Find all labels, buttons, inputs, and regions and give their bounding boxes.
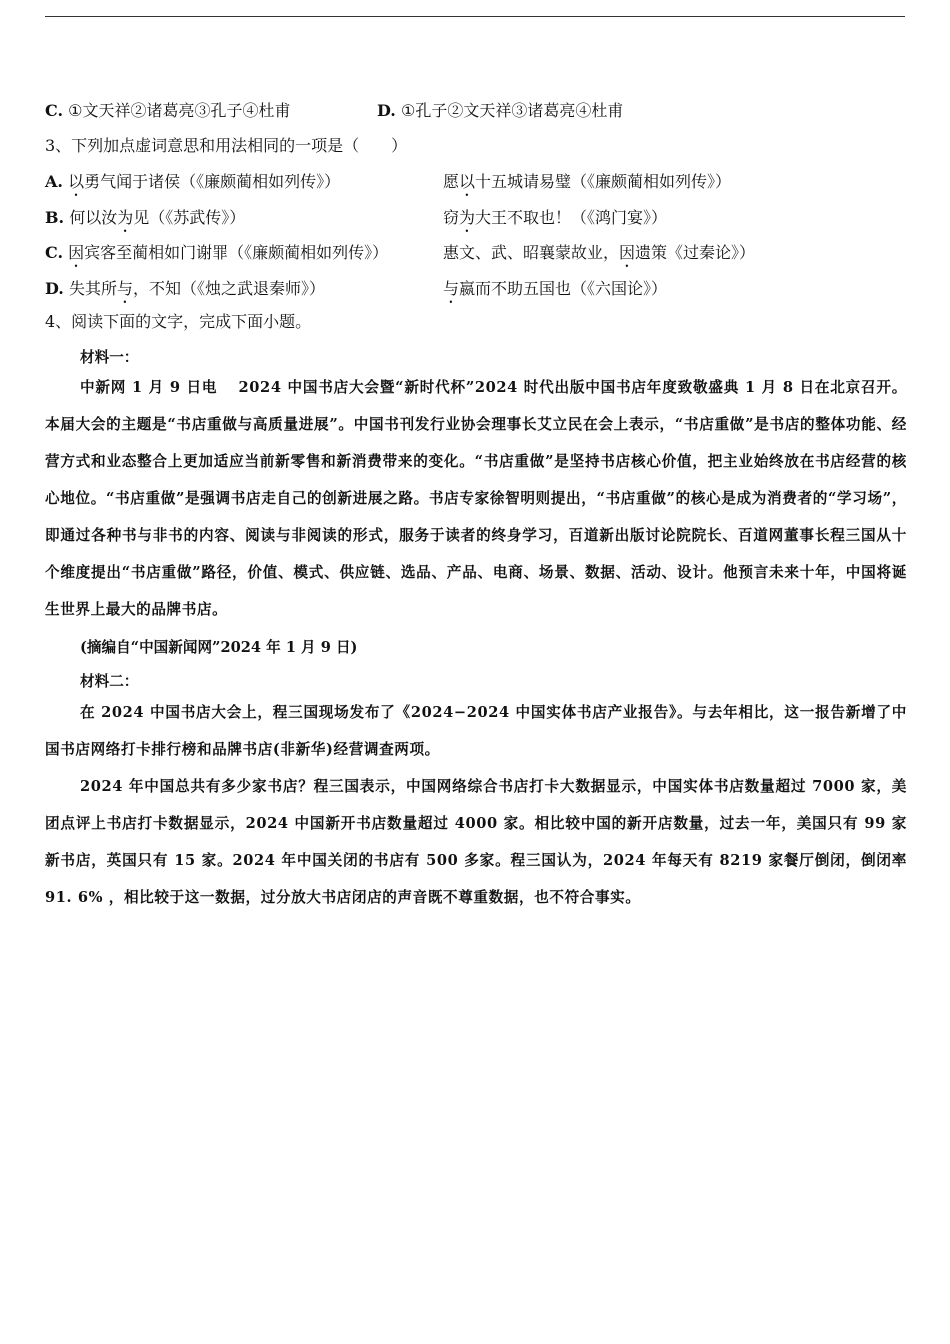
material-one-source: (摘编自“中国新闻网”2024 年 1 月 9 日) xyxy=(80,639,358,656)
option-letter: A. xyxy=(45,172,63,191)
dotted-word: 与 xyxy=(116,279,133,298)
option-letter: B. xyxy=(45,208,65,227)
dotted-word: 为 xyxy=(117,208,134,227)
q3-option-a-right: 愿以十五城请易璧（《廉颇蔺相如列传》） xyxy=(443,172,732,191)
option-letter: D. xyxy=(45,279,64,298)
material-two-paragraph-1: 在 2024 中国书店大会上，程三国现场发布了《2024−2024 中国实体书店产业报告》。与去年相比，这一报告新增了中国书店网络打卡排行榜和品牌书店(非新华)经营调查两项。 xyxy=(45,704,907,758)
dotted-word: 以 xyxy=(68,172,85,191)
q3-stem: 3、下列加点虚词意思和用法相同的一项是（ ） xyxy=(45,136,408,155)
option-text: 因宾客至蔺相如门谢罪（《廉颇蔺相如列传》） xyxy=(68,243,389,262)
option-letter: D. xyxy=(377,101,396,120)
option-text: ①孔子②文天祥③诸葛亮④杜甫 xyxy=(400,101,624,120)
header-rule xyxy=(45,16,905,17)
q3-option-b-right: 窃为大王不取也！（《鸿门宴》） xyxy=(443,208,668,227)
q2-option-c xyxy=(45,101,290,121)
q2-option-d xyxy=(377,101,623,121)
option-letter: C. xyxy=(45,101,64,120)
q3-option-d-right: 与嬴而不助五国也（《六国论》） xyxy=(443,279,668,298)
material-two-body xyxy=(45,694,907,916)
option-text: ①文天祥②诸葛亮③孔子④杜甫 xyxy=(68,101,291,120)
material-one-paragraph: 中新网 1 月 9 日电 2024 中国书店大会暨“新时代杯”2024 时代出版中国书店年度致敬盛典 1 月 8 日在北京召开。本届大会的主题是“书店重做与高质量进展”。中国书刊发行业协会理事长艾立民在会上表示，“书店重做”是书店的整体功能、经营方式和业态整合上更加适应当前新零售和新消费带来的变化。“书店重做”是坚持书店核心价值，把主业始终放在书店经营的核心地位。“书店重做”是强调书店走自己的创新进展之路。书店专家徐智明则提出，“书店重做”的核心是成为消费者的“学习场”，即通过各种书与非书的内容、阅读与非阅读的形式，服务于读者的终身学习，百道新出版讨论院院长、百道网董事长程三国从十个维度提出“书店重做”路径，价值、模式、供应链、选品、产品、电商、场景、数据、活动、设计。他预言未来十年，中国将诞生世界上最大的品牌书店。 xyxy=(45,379,907,618)
option-text: 失其所与，不知（《烛之武退秦师》） xyxy=(68,279,326,298)
q3-option-d-left xyxy=(45,276,325,307)
dotted-word: 为 xyxy=(459,208,476,227)
q4-stem: 4、阅读下面的文字，完成下面小题。 xyxy=(45,312,312,331)
material-one-body xyxy=(45,369,907,628)
dotted-word: 因 xyxy=(619,243,636,262)
q3-option-c-right: 惠文、武、昭襄蒙故业，因遗策《过秦论》） xyxy=(443,243,756,262)
option-letter: C. xyxy=(45,243,64,262)
dotted-word: 与 xyxy=(443,279,460,298)
material-two-title: 材料二： xyxy=(80,673,139,690)
option-text: 何以汝为见（《苏武传》） xyxy=(69,208,246,227)
dotted-word: 因 xyxy=(68,243,85,262)
material-one-title: 材料一： xyxy=(80,349,139,366)
q3-option-b-left xyxy=(45,205,245,236)
dotted-word: 以 xyxy=(459,172,476,191)
option-text: 以勇气闻于诸侯（《廉颇蔺相如列传》） xyxy=(68,172,341,191)
q3-option-a-left xyxy=(45,169,340,200)
q3-option-c-left xyxy=(45,240,388,271)
material-two-paragraph-2: 2024 年中国总共有多少家书店？程三国表示，中国网络综合书店打卡大数据显示，中国实体书店数量超过 7000 家，美团点评上书店打卡数据显示，2024 中国新开书店数量超过 4000 家。相比较中国的新开店数量，过去一年，美国只有 99 家新书店，英国只有 15 家。2024 年中国关闭的书店有 500 多家。程三国认为，2024 年每天有 8219 家餐厅倒闭，倒闭率 91. 6% ，相比较于这一数据，过分放大书店闭店的声音既不尊重数据，也不符合事实。 xyxy=(45,778,907,906)
